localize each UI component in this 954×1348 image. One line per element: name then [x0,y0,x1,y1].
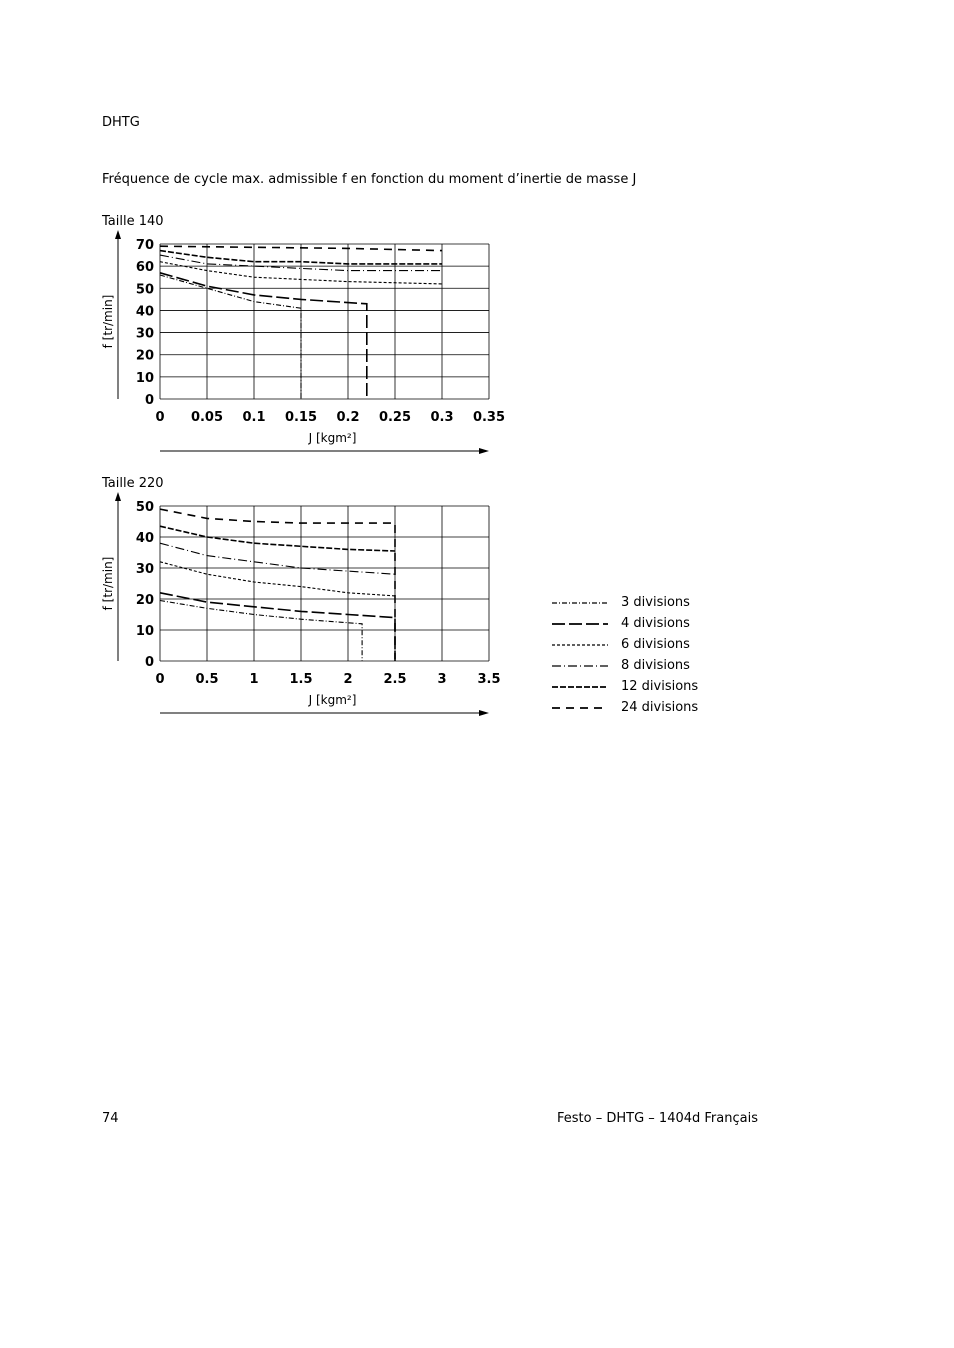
x-axis-arrowhead [479,448,489,454]
legend-swatch [550,662,610,670]
y-tick-label: 10 [135,370,154,386]
x-tick-label: 0 [155,410,165,425]
legend-swatch [550,599,610,607]
grid [160,244,489,399]
series-line-6-divisions [160,562,395,596]
y-tick-label: 40 [135,531,154,546]
y-tick-label: 20 [135,593,154,608]
x-tick-label: 0.2 [336,410,360,425]
page-header: DHTG [102,115,140,130]
x-tick-label: 0.25 [378,410,412,425]
chart-title: Taille 140 [102,214,164,229]
legend-label: 4 divisions [621,616,690,631]
x-axis-label: J [kgm²] [308,693,357,707]
legend-label: 6 divisions [621,637,690,652]
y-tick-label: 0 [144,655,154,670]
legend-swatch [550,683,610,691]
legend-item [550,697,698,718]
y-tick-label: 60 [135,260,154,276]
legend-item [550,592,698,613]
y-tick-label: 30 [135,562,154,577]
x-tick-label: 0.35 [472,410,506,425]
legend-swatch [550,704,610,712]
y-tick-label: 70 [135,238,154,253]
legend-item [550,613,698,634]
series-line-24-divisions [160,509,395,661]
legend-item [550,676,698,697]
y-tick-label: 0 [144,393,154,408]
x-tick-label: 0.3 [430,410,454,425]
page-intro: Fréquence de cycle max. admissible f en fonction du moment d’inertie de masse J [102,172,637,187]
series-line-4-divisions [160,593,395,661]
legend-label: 24 divisions [621,700,699,715]
legend-label: 3 divisions [621,595,690,610]
x-axis-label: J [kgm²] [308,431,357,445]
y-tick-label: 50 [135,282,154,298]
x-tick-label: 0.1 [242,410,266,425]
legend-label: 12 divisions [621,679,699,694]
legend-swatch [550,620,610,628]
y-tick-label: 30 [135,326,154,342]
x-tick-label: 2.5 [383,672,407,687]
y-axis-arrowhead [115,230,121,239]
series-line-3-divisions [160,275,301,399]
x-tick-label: 0 [155,672,165,687]
y-tick-label: 50 [135,500,154,515]
grid [160,506,489,661]
x-tick-label: 1.5 [289,672,313,687]
legend-item [550,655,698,676]
x-tick-label: 0.15 [284,410,318,425]
x-tick-label: 3 [437,672,447,687]
series-line-4-divisions [160,273,367,399]
page-number: 74 [102,1111,119,1126]
series-line-8-divisions [160,543,395,574]
legend-label: 8 divisions [621,658,690,673]
x-tick-label: 2 [343,672,353,687]
chart-taille-140 [0,230,520,460]
legend-swatch [550,641,610,649]
y-tick-label: 10 [135,624,154,639]
y-tick-label: 20 [135,348,154,364]
chart-legend [550,592,698,718]
legend-item [550,634,698,655]
x-tick-label: 3.5 [477,672,501,687]
x-axis-arrowhead [479,710,489,716]
document-reference: Festo – DHTG – 1404d Français [557,1111,758,1126]
x-tick-label: 0.5 [195,672,219,687]
series-line-3-divisions [160,601,362,662]
x-tick-label: 0.05 [190,410,224,425]
x-tick-label: 1 [249,672,259,687]
y-axis-arrowhead [115,492,121,501]
y-axis-label: f [tr/min] [101,556,115,611]
y-axis-label: f [tr/min] [101,294,115,349]
chart-taille-220 [0,492,520,722]
series-line-12-divisions [160,526,395,551]
chart-title: Taille 220 [102,476,164,491]
y-tick-label: 40 [135,304,154,320]
